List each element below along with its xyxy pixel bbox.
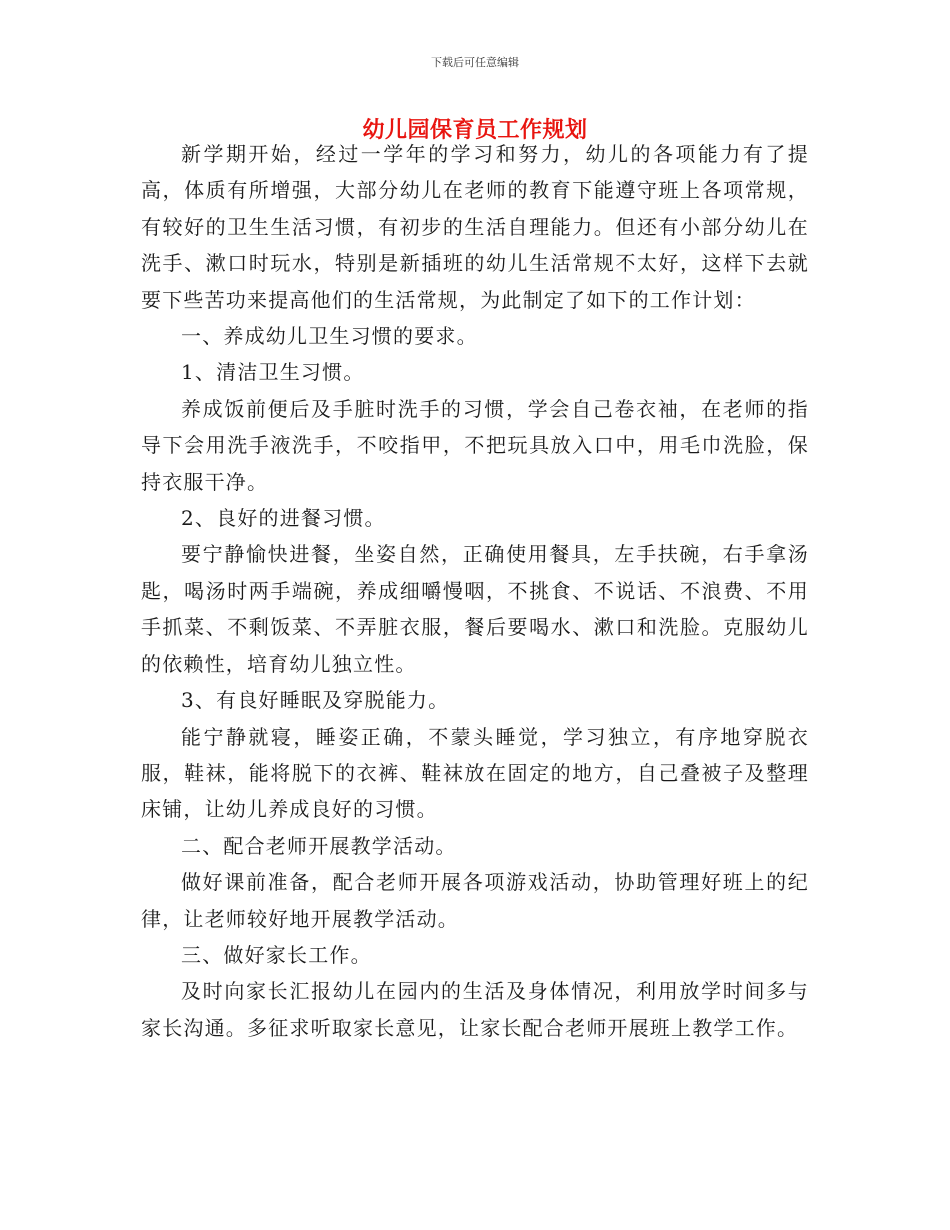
header-note: 下载后可任意编辑 (431, 56, 519, 69)
subheading-2: 2、良好的进餐习惯。 (181, 506, 386, 531)
heading-section-3: 三、做好家长工作。 (181, 942, 372, 967)
heading-section-2: 二、配合老师开展教学活动。 (181, 833, 457, 858)
heading-section-1: 一、养成幼儿卫生习惯的要求。 (181, 324, 478, 349)
document-body (141, 136, 809, 1046)
subheading-1: 1、清洁卫生习惯。 (181, 360, 365, 385)
paragraph-sleep: 能宁静就寝，睡姿正确，不蒙头睡觉，学习独立，有序地穿脱衣服，鞋袜，能将脱下的衣裤、鞋袜放在固定的地方，自己叠被子及整理床铺，让幼儿养成良好的习惯。 (141, 724, 809, 822)
paragraph-parents: 及时向家长汇报幼儿在园内的生活及身体情况，利用放学时间多与家长沟通。多征求听取家长意见，让家长配合老师开展班上教学工作。 (141, 979, 809, 1040)
paragraph-hygiene: 养成饭前便后及手脏时洗手的习惯，学会自己卷衣袖，在老师的指导下会用洗手液洗手，不咬指甲，不把玩具放入口中，用毛巾洗脸，保持衣服干净。 (141, 396, 809, 494)
paragraph-dining: 要宁静愉快进餐，坐姿自然，正确使用餐具，左手扶碗，右手拿汤匙，喝汤时两手端碗，养成细嚼慢咽，不挑食、不说话、不浪费、不用手抓菜、不剩饭菜、不弄脏衣服，餐后要喝水、漱口和洗脸。克服幼儿的依赖性，培育幼儿独立性。 (141, 542, 809, 676)
paragraph-teaching: 做好课前准备，配合老师开展各项游戏活动，协助管理好班上的纪律，让老师较好地开展教学活动。 (141, 870, 809, 931)
document-title: 幼儿园保育员工作规划 (362, 118, 588, 143)
subheading-3: 3、有良好睡眠及穿脱能力。 (181, 688, 450, 713)
paragraph-intro: 新学期开始，经过一学年的学习和努力，幼儿的各项能力有了提高，体质有所增强，大部分幼儿在老师的教育下能遵守班上各项常规，有较好的卫生生活习惯，有初步的生活自理能力。但还有小部分幼儿在洗手、漱口时玩水，特别是新插班的幼儿生活常规不太好，这样下去就要下些苦功来提高他们的生活常规，为此制定了如下的工作计划： (141, 142, 809, 312)
